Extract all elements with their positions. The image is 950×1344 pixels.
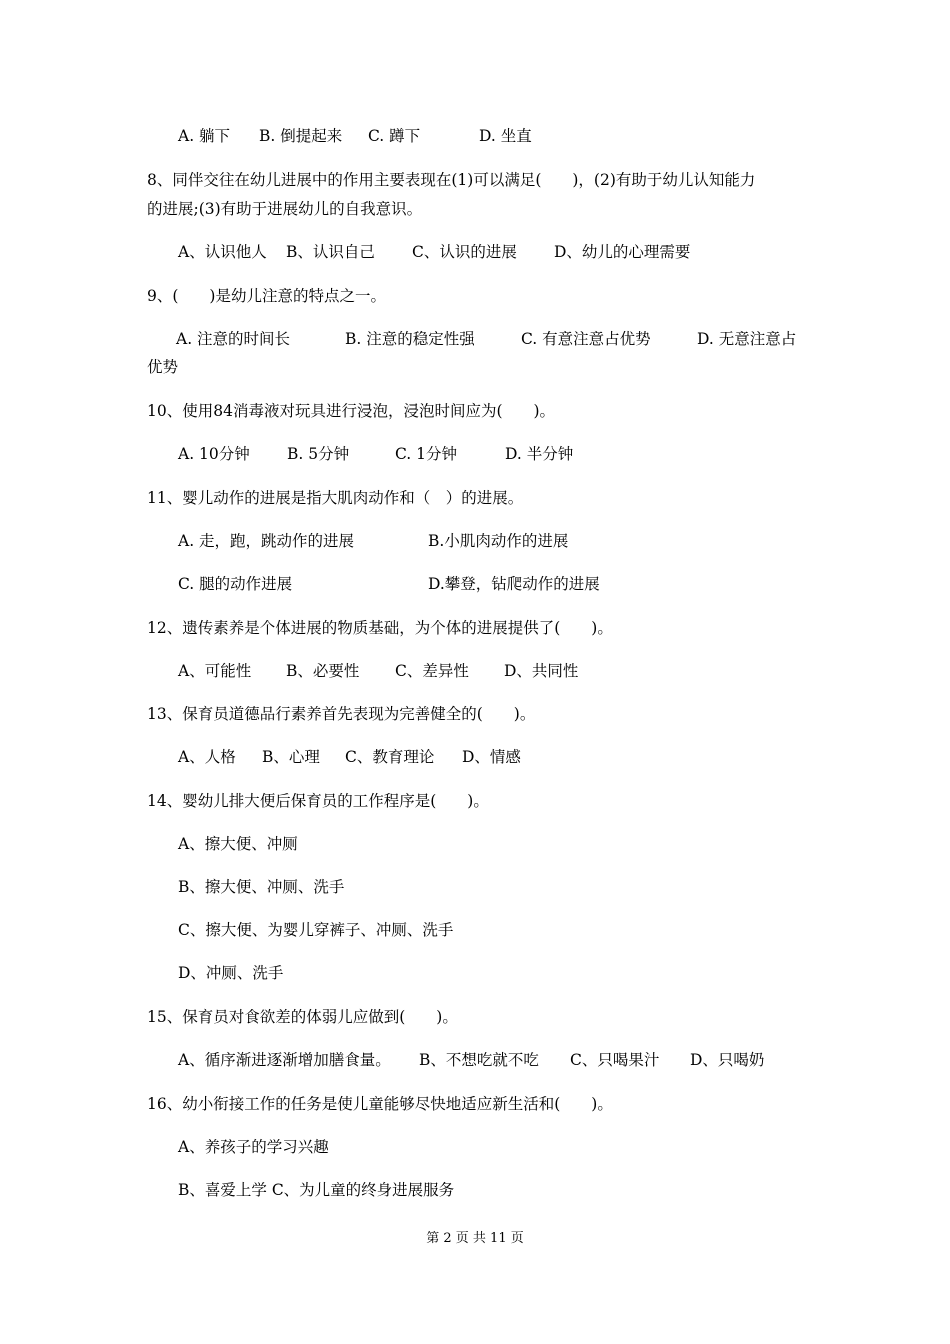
q11-option-a: A. 走，跑，跳动作的进展: [178, 532, 355, 550]
q16-stem: 16、幼小衔接工作的任务是使儿童能够尽快地适应新生活和( )。: [147, 1095, 613, 1113]
q12-option-c: C、差异性: [395, 662, 469, 680]
q13-stem: 13、保育员道德品行素养首先表现为完善健全的( )。: [147, 705, 536, 723]
q7-option-b: B. 倒提起来: [259, 127, 343, 145]
q11-option-d: D.攀登，钻爬动作的进展: [428, 575, 600, 593]
q15-option-c: C、只喝果汁: [570, 1051, 660, 1069]
q14-option-a: A、擦大便、冲厕: [178, 835, 298, 853]
q7-option-d: D. 坐直: [479, 127, 532, 145]
q9-stem: 9、( )是幼儿注意的特点之一。: [147, 287, 386, 305]
q15-option-b: B、不想吃就不吃: [419, 1051, 539, 1069]
q12-option-a: A、可能性: [178, 662, 252, 680]
q9-option-d-wrap: 优势: [147, 358, 179, 376]
q16-option-a: A、养孩子的学习兴趣: [178, 1138, 329, 1156]
q9-option-d: D. 无意注意占: [697, 330, 797, 348]
q13-option-d: D、情感: [462, 748, 521, 766]
q13-option-b: B、心理: [262, 748, 320, 766]
q10-option-c: C. 1分钟: [395, 445, 458, 463]
q11-option-b: B.小肌肉动作的进展: [428, 532, 569, 550]
q11-stem: 11、婴儿动作的进展是指大肌肉动作和（ ）的进展。: [147, 489, 524, 507]
q16-option-b-c: B、喜爱上学 C、为儿童的终身进展服务: [178, 1181, 455, 1199]
q13-option-c: C、教育理论: [345, 748, 435, 766]
q9-option-a: A. 注意的时间长: [176, 330, 291, 348]
q12-option-b: B、必要性: [286, 662, 360, 680]
q13-option-a: A、人格: [178, 748, 236, 766]
q12-option-d: D、共同性: [504, 662, 579, 680]
q15-option-a: A、循序渐进逐渐增加膳食量。: [178, 1051, 391, 1069]
page-number-footer: 第 2 页 共 11 页: [426, 1231, 524, 1246]
q14-option-c: C、擦大便、为婴儿穿裤子、冲厕、洗手: [178, 921, 454, 939]
q14-option-d: D、冲厕、洗手: [178, 964, 284, 982]
q14-option-b: B、擦大便、冲厕、洗手: [178, 878, 345, 896]
q15-option-d: D、只喝奶: [690, 1051, 765, 1069]
q12-stem: 12、遗传素养是个体进展的物质基础，为个体的进展提供了( )。: [147, 619, 613, 637]
q7-option-c: C. 蹲下: [368, 127, 421, 145]
q8-stem-line2: 的进展;(3)有助于进展幼儿的自我意识。: [147, 200, 423, 218]
q8-stem-line1: 8、同伴交往在幼儿进展中的作用主要表现在(1)可以满足( )，(2)有助于幼儿认知能力: [147, 171, 756, 189]
q11-option-c: C. 腿的动作进展: [178, 575, 293, 593]
q10-option-b: B. 5分钟: [287, 445, 350, 463]
q9-option-c: C. 有意注意占优势: [521, 330, 651, 348]
q10-option-d: D. 半分钟: [505, 445, 574, 463]
q7-option-a: A. 躺下: [178, 127, 231, 145]
q8-option-b: B、认识自己: [286, 243, 375, 261]
q10-option-a: A. 10分钟: [178, 445, 250, 463]
q8-option-d: D、幼儿的心理需要: [554, 243, 691, 261]
q8-option-a: A、认识他人: [178, 243, 267, 261]
q15-stem: 15、保育员对食欲差的体弱儿应做到( )。: [147, 1008, 458, 1026]
q8-option-c: C、认识的进展: [412, 243, 517, 261]
q9-option-b: B. 注意的稳定性强: [345, 330, 475, 348]
q10-stem: 10、使用84消毒液对玩具进行浸泡，浸泡时间应为( )。: [147, 402, 556, 420]
q14-stem: 14、婴幼儿排大便后保育员的工作程序是( )。: [147, 792, 489, 810]
